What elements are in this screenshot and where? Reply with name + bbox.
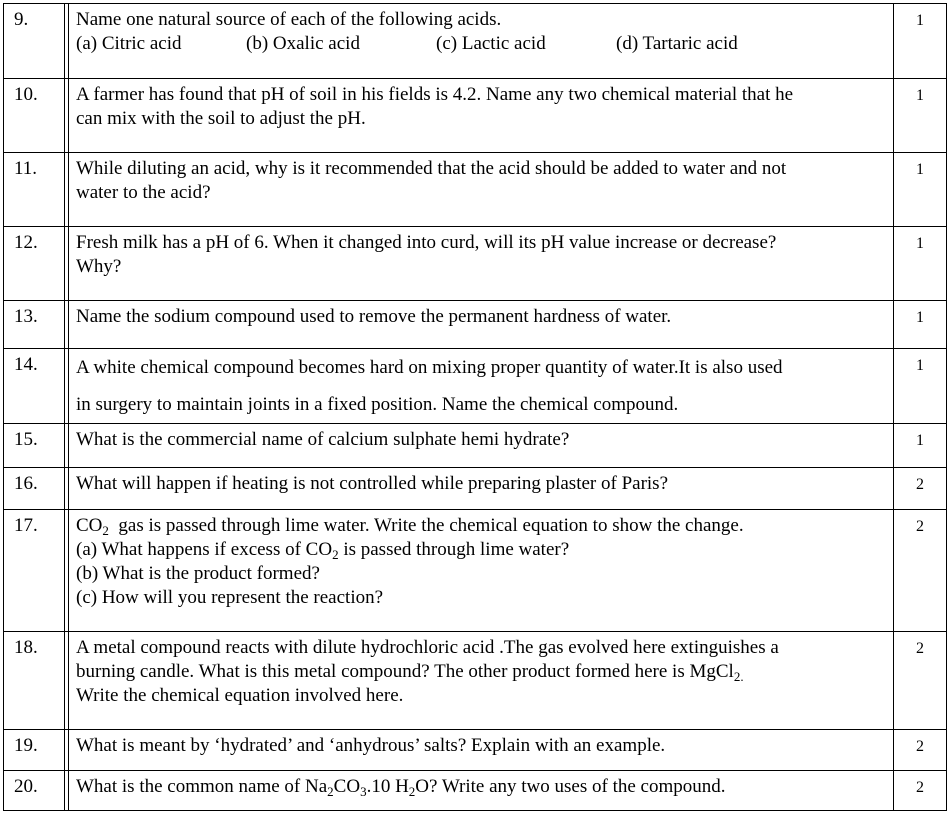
question-marks: 2 [894,771,947,811]
question-marks: 2 [894,632,947,730]
question-marks: 1 [894,424,947,468]
question-marks: 1 [894,79,947,153]
question-marks: 2 [894,468,947,510]
question-number: 13. [4,301,65,349]
question-marks: 2 [894,730,947,771]
question-number: 19. [4,730,65,771]
option: (b) Oxalic acid [246,33,360,54]
question-number: 11. [4,153,65,227]
question-marks: 1 [894,301,947,349]
questions-table [3,3,947,811]
question-number: 16. [4,468,65,510]
question-text: What is the commercial name of calcium sulphate hemi hydrate? [69,424,894,468]
question-text: $CO_2$ gas is passed through lime water. Write the chemical equation to show the change. (a) What happens if excess of $CO_2$ is passed through lime water? (b) What is the product formed? (c) How will you represent the reaction? [69,510,894,632]
question-number: 20. [4,771,65,811]
question-row [4,730,947,771]
question-marks: 1 [894,153,947,227]
question-row [4,468,947,510]
question-marks: 1 [894,349,947,424]
question-marks: 1 [894,4,947,79]
question-number: 9. [4,4,65,79]
question-text: Name the sodium compound used to remove the permanent hardness of water. [69,301,894,349]
question-row [4,227,947,301]
option: (d) Tartaric acid [616,33,738,54]
question-text: What is meant by ‘hydrated’ and ‘anhydrous’ salts? Explain with an example. [69,730,894,771]
question-text: A farmer has found that pH of soil in his fields is 4.2. Name any two chemical material that he can mix with the soil to adjust the pH. [69,79,894,153]
question-marks: 2 [894,510,947,632]
question-row [4,510,947,632]
question-row [4,632,947,730]
question-text: What is the common name of $Na_2CO_3.10$ $H_2O$? Write any two uses of the compound. [69,771,894,811]
question-row [4,301,947,349]
question-marks: 1 [894,227,947,301]
question-text: A white chemical compound becomes hard on mixing proper quantity of water.It is also used in surgery to maintain joints in a fixed position. Name the chemical compound. [69,349,894,424]
question-row [4,349,947,424]
question-number: 15. [4,424,65,468]
question-row [4,424,947,468]
question-text: While diluting an acid, why is it recommended that the acid should be added to water and not water to the acid? [69,153,894,227]
option: (c) Lactic acid [436,33,546,54]
question-text: Fresh milk has a pH of 6. When it changed into curd, will its pH value increase or decrease? Why? [69,227,894,301]
question-row [4,79,947,153]
option: (a) Citric acid [76,33,182,54]
question-text: Name one natural source of each of the following acids. (a) Citric acid (b) Oxalic acid (c) Lactic acid (d) Tartaric acid [69,4,894,79]
question-number: 10. [4,79,65,153]
question-number: 14. [4,349,65,424]
question-row [4,4,947,79]
question-row [4,771,947,811]
question-text: A metal compound reacts with dilute hydrochloric acid .The gas evolved here extinguishes a burning candle. What is this metal compound? The other product formed here is MgCl$_{2.}$ Write the chemical equation involved here. [69,632,894,730]
question-text: What will happen if heating is not controlled while preparing plaster of Paris? [69,468,894,510]
question-options [76,32,887,56]
question-number: 18. [4,632,65,730]
question-number: 17. [4,510,65,632]
question-number: 12. [4,227,65,301]
question-row [4,153,947,227]
